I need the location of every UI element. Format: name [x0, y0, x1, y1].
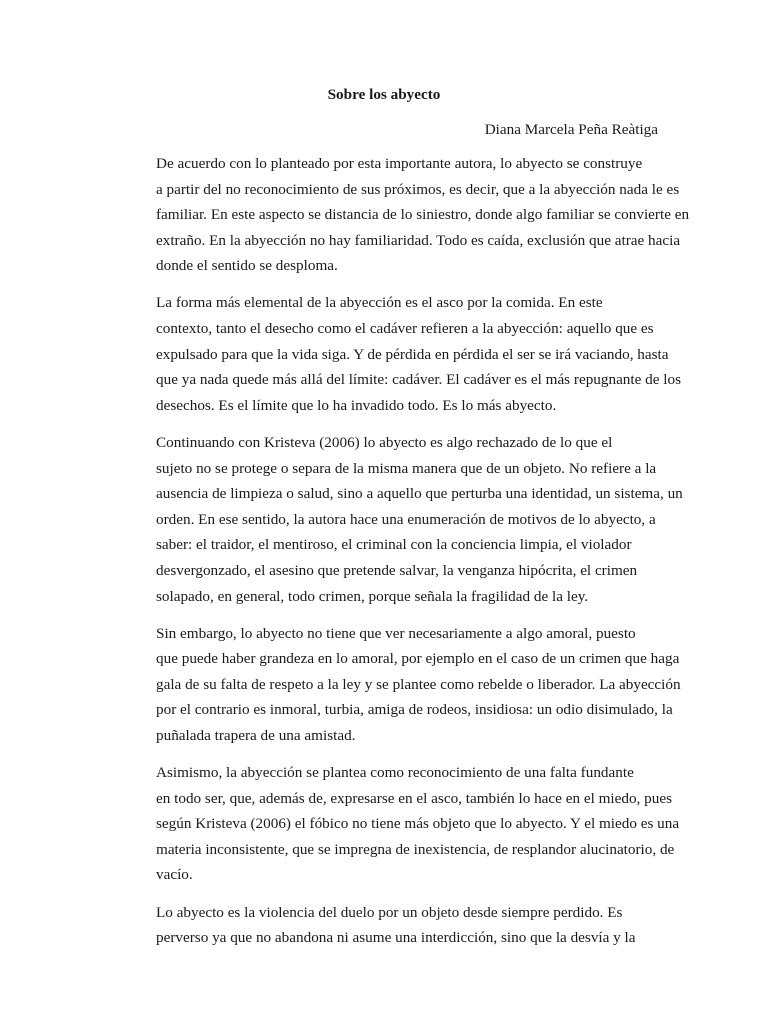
paragraph [110, 760, 680, 888]
paragraph-line: De acuerdo con lo planteado por esta importante autora, lo abyecto se construye [156, 155, 643, 172]
author-name: Diana Marcela Peña Reàtiga [484, 121, 658, 138]
paragraph-line: familiar. En este aspecto se distancia de lo siniestro, donde algo familiar se convierte en [156, 206, 690, 224]
paragraph-line: Continuando con Kristeva (2006) lo abyecto es algo rechazado de lo que el [156, 433, 613, 451]
paragraph [110, 430, 683, 609]
paragraph-line: según Kristeva (2006) el fóbico no tiene más objeto que lo abyecto. Y el miedo es una [156, 815, 680, 833]
paragraph-line: sujeto no se protege o separa de la misma manera que de un objeto. No refiere a la [156, 459, 657, 477]
paragraph-line: La forma más elemental de la abyección es el asco por la comida. En este [156, 294, 603, 312]
paragraph-line: gala de su falta de respeto a la ley y se plantee como rebelde o liberador. La abyección [156, 675, 681, 693]
paragraph-line: donde el sentido se desploma. [156, 257, 338, 275]
paragraph-line: Asimismo, la abyección se plantea como reconocimiento de una falta fundante [156, 764, 634, 782]
paragraph [110, 900, 660, 951]
paragraph [110, 621, 681, 749]
paragraph-line: puñalada trapera de una amistad. [156, 726, 356, 744]
paragraph-line: expulsado para que la vida siga. Y de pérdida en pérdida el ser se irá vaciando, hasta [156, 345, 669, 363]
paragraph-line: Lo abyecto es la violencia del duelo por un objeto desde siempre perdido. Es [156, 903, 623, 921]
paragraph-line: orden. En ese sentido, la autora hace una enumeración de motivos de lo abyecto, a [156, 510, 656, 528]
paragraph-line: perverso ya que no abandona ni asume una interdicción, sino que la desvía y la [156, 929, 636, 947]
paragraph-line: saber: el traidor, el mentiroso, el criminal con la conciencia limpia, el violador [156, 536, 632, 554]
paragraph-line: a partir del no reconocimiento de sus próximos, es decir, que a la abyección nada le es [156, 180, 680, 198]
paragraph-line: Sin embargo, lo abyecto no tiene que ver necesariamente a algo amoral, puesto [156, 624, 636, 642]
paragraph-line: que puede haber grandeza en lo amoral, por ejemplo en el caso de un crimen que haga [156, 650, 680, 668]
paragraph-line: materia inconsistente, que se impregna de inexistencia, de resplandor alucinatorio, de [156, 840, 675, 858]
paragraph-line: por el contrario es inmoral, turbia, amiga de rodeos, insidiosa: un odio disimulado, la [156, 701, 673, 719]
document-body [110, 151, 690, 962]
document-title: Sobre los abyecto [327, 86, 441, 103]
paragraph [110, 290, 682, 418]
paragraph [110, 151, 690, 279]
paragraph-line: desechos. Es el límite que lo ha invadido todo. Es lo más abyecto. [156, 396, 557, 414]
paragraph-line: contexto, tanto el desecho como el cadáver refieren a la abyección: aquello que es [156, 320, 654, 338]
paragraph-line: desvergonzado, el asesino que pretende salvar, la venganza hipócrita, el crimen [156, 561, 638, 579]
paragraph-line: ausencia de limpieza o salud, sino a aquello que perturba una identidad, un sistema, un [156, 485, 683, 503]
paragraph-line: solapado, en general, todo crimen, porque señala la fragilidad de la ley. [156, 587, 589, 605]
paragraph-line: en todo ser, que, además de, expresarse en el asco, también lo hace en el miedo, pues [156, 789, 672, 807]
paragraph-line: que ya nada quede más allá del límite: cadáver. El cadáver es el más repugnante de los [156, 371, 682, 389]
paragraph-line: vacío. [156, 866, 193, 884]
paragraph-line: extraño. En la abyección no hay familiaridad. Todo es caída, exclusión que atrae hacia [156, 231, 681, 249]
